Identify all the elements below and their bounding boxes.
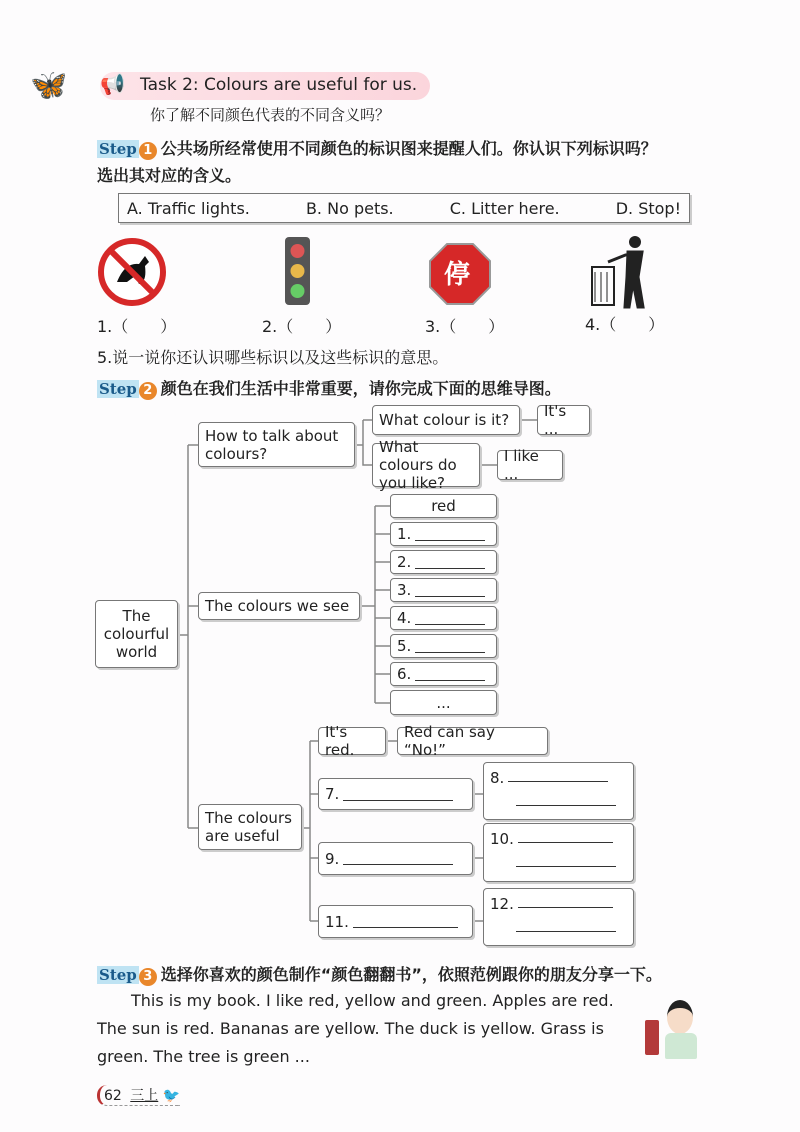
step3-text: 选择你喜欢的颜色制作“颜色翻翻书”，依照范例跟你的朋友分享一下。 (160, 965, 662, 984)
red-say-no-box: Red can say “No!” (397, 727, 548, 755)
option-a: A. Traffic lights. (127, 198, 250, 218)
step-label: Step (99, 380, 137, 398)
answer-1[interactable]: 1.（ ） (97, 317, 177, 336)
blank-label: 2. (397, 553, 412, 571)
blank-label: 12. (490, 895, 514, 913)
seen-blank-5[interactable] (390, 634, 497, 658)
useful-blank-7[interactable] (318, 778, 473, 810)
blank-label: 11. (325, 912, 349, 931)
seen-blank-1[interactable] (390, 522, 497, 546)
useful-blank-8[interactable] (483, 762, 634, 820)
answer-3[interactable]: 3.（ ） (425, 317, 505, 336)
step-label: Step (99, 966, 137, 984)
seen-blank-2[interactable] (390, 550, 497, 574)
task-title: Task 2: Colours are useful for us. (140, 75, 418, 95)
answer-4[interactable]: 4.（ ） (585, 315, 665, 334)
blank-label: 8. (490, 769, 505, 787)
stop-sign-char: 停 (444, 260, 471, 290)
step1-text: 公共场所经常使用不同颜色的标识图来提醒人们。你认识下列标识吗？ (160, 139, 657, 158)
seen-red: red (390, 494, 497, 518)
page-number: 62 (104, 1088, 122, 1104)
butterfly-icon: 🦋 (30, 68, 68, 103)
blank-label: 9. (325, 849, 340, 868)
mind-map-root: The colourful world (95, 600, 178, 668)
task-subtitle: 你了解不同颜色代表的不同含义吗？ (150, 106, 391, 124)
answer-2[interactable]: 2.（ ） (262, 317, 342, 336)
step2-text: 颜色在我们生活中非常重要，请你完成下面的思维导图。 (160, 379, 561, 398)
option-d: D. Stop! (615, 198, 681, 218)
seen-blank-4[interactable] (390, 606, 497, 630)
step-number: 2 (139, 382, 157, 400)
page-footer (97, 1085, 180, 1106)
seen-blank-6[interactable] (390, 662, 497, 686)
option-c: C. Litter here. (449, 198, 560, 218)
question-5: 5.说一说你还认识哪些标识以及这些标识的意思。 (97, 348, 449, 367)
blank-label: 4. (397, 609, 412, 627)
useful-blank-11[interactable] (318, 905, 473, 938)
branch-colours-useful: The colours are useful (198, 804, 302, 850)
its-box: It's ... (537, 405, 590, 435)
step-label: Step (99, 140, 137, 158)
blank-label: 7. (325, 785, 340, 803)
what-colour-box: What colour is it? (372, 405, 520, 435)
grade-label: 三上 (130, 1088, 159, 1104)
step-number: 3 (139, 968, 157, 986)
seen-more: ... (390, 690, 497, 715)
blank-label: 3. (397, 581, 412, 599)
step1-text2: 选出其对应的含义。 (97, 166, 242, 185)
branch-how-to-talk: How to talk about colours? (198, 422, 355, 467)
branch-colours-we-see: The colours we see (198, 592, 360, 620)
i-like-box: I like ... (497, 450, 563, 480)
megaphone-icon: 📢 (100, 72, 125, 96)
bird-icon: 🐦 (162, 1088, 181, 1104)
blank-label: 10. (490, 830, 514, 848)
step-number: 1 (139, 142, 157, 160)
useful-blank-12[interactable] (483, 888, 634, 946)
seen-blank-3[interactable] (390, 578, 497, 602)
option-b: B. No pets. (305, 198, 394, 218)
blank-label: 5. (397, 637, 412, 655)
girl-illustration-icon (645, 995, 705, 1060)
its-red-box: It's red. (318, 727, 386, 755)
blank-label: 1. (397, 525, 412, 543)
what-colours-like-box: What colours do you like? (372, 443, 480, 487)
step3-instruction (97, 962, 662, 986)
example-paragraph: This is my book. I like red, yellow and green. Apples are red. The sun is red. Bananas are yellow. The duck is yellow. Grass is green. The tree is green ... (97, 991, 614, 1066)
useful-blank-9[interactable] (318, 842, 473, 875)
blank-label: 6. (397, 665, 412, 683)
useful-blank-10[interactable] (483, 823, 634, 882)
